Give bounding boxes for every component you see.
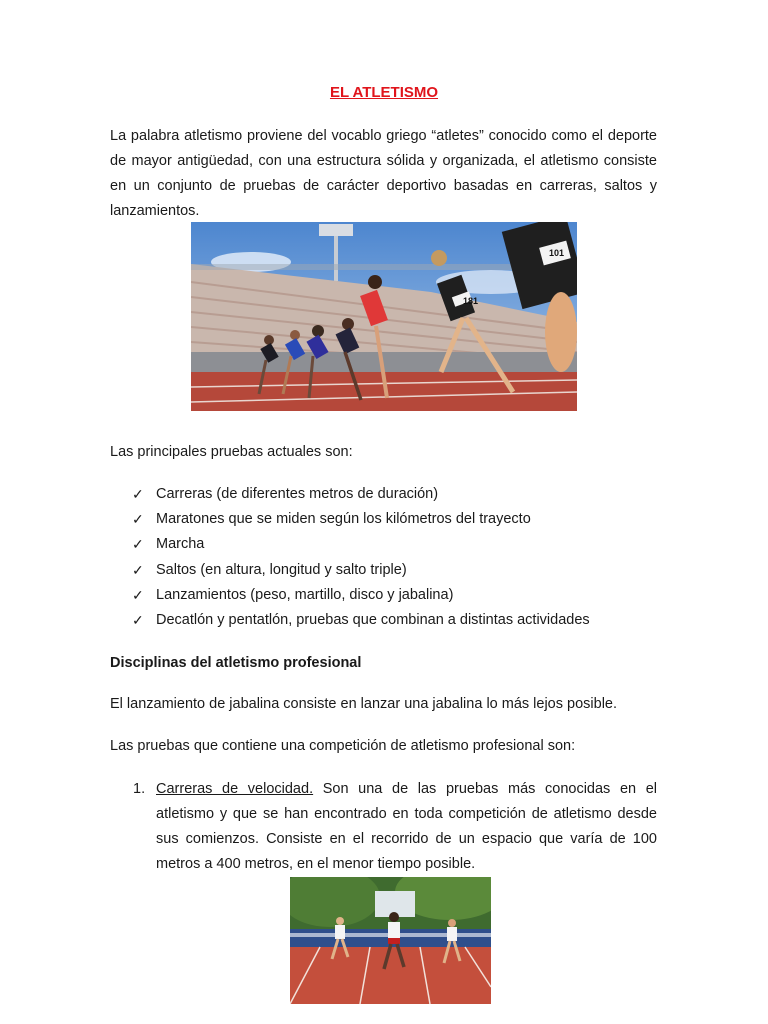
checkmark-icon: ✓ bbox=[132, 511, 144, 528]
bib-number: 101 bbox=[549, 248, 565, 258]
competition-intro: Las pruebas que contiene una competición de atletismo profesional son: bbox=[110, 738, 576, 754]
bib-number: 181 bbox=[463, 296, 479, 306]
principal-pruebas-intro: Las principales pruebas actuales son: bbox=[110, 444, 353, 460]
sprinters-start-photo bbox=[191, 222, 577, 411]
numbered-item bbox=[133, 777, 657, 877]
checkmark-icon: ✓ bbox=[132, 611, 144, 628]
checkmark-icon: ✓ bbox=[132, 586, 144, 603]
item-number: 1. bbox=[133, 781, 146, 797]
list-item: ✓ Carreras (de diferentes metros de duración) bbox=[132, 484, 590, 509]
list-item: ✓ Marcha bbox=[132, 534, 590, 559]
intro-paragraph: La palabra atletismo proviene del vocablo griego “atletes” conocido como el deporte de mayor antigüedad, con una estructura sólida y organizada, el atletismo consiste en un conjunto de pruebas de carácter deportivo basadas en carreras, saltos y lanzamientos. bbox=[110, 128, 657, 219]
item-description: Son una de las pruebas más conocidas en el atletismo y que se han encontrado en toda competición de atletismo desde sus comienzos. Consiste en el recorrido de un espacio que varía de 100 metros a 400 metros, en el menor tiempo posible. bbox=[156, 781, 657, 872]
javelin-paragraph: El lanzamiento de jabalina consiste en lanzar una jabalina lo más lejos posible. bbox=[110, 696, 618, 712]
list-item: ✓ Saltos (en altura, longitud y salto triple) bbox=[132, 560, 590, 585]
list-item: ✓ Maratones que se miden según los kilómetros del trayecto bbox=[132, 509, 590, 534]
item-term: Carreras de velocidad. bbox=[156, 781, 314, 797]
document-title: EL ATLETISMO bbox=[329, 84, 439, 101]
item-text bbox=[156, 777, 657, 877]
list-item: ✓ Decatlón y pentatlón, pruebas que combinan a distintas actividades bbox=[132, 610, 590, 635]
checkmark-icon: ✓ bbox=[132, 561, 144, 578]
checkmark-icon: ✓ bbox=[132, 486, 144, 502]
section-heading: Disciplinas del atletismo profesional bbox=[110, 655, 362, 671]
numbered-list bbox=[133, 777, 657, 877]
sprint-race-photo bbox=[290, 877, 491, 1004]
checkmark-icon: ✓ bbox=[132, 536, 144, 553]
list-item: ✓ Lanzamientos (peso, martillo, disco y jabalina) bbox=[132, 585, 590, 610]
events-checklist bbox=[132, 484, 590, 635]
